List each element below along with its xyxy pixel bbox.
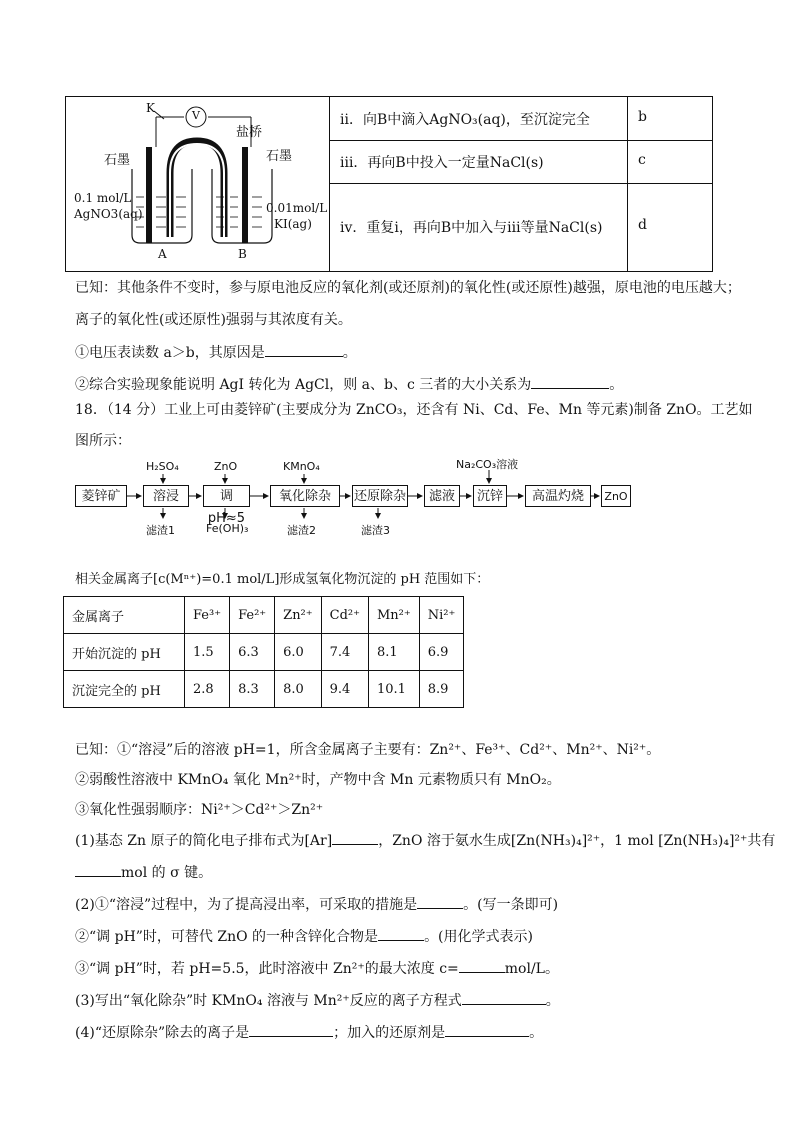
right-solution-conc: 0.01mol/L xyxy=(266,201,328,215)
subquestion-2-1-end: 。(写一条即可) xyxy=(463,897,559,913)
subquestion-4 xyxy=(75,1022,543,1043)
subquestion-2-1-text: (2)①“溶浸”过程中，为了提高浸出率，可采取的措施是 xyxy=(75,897,418,913)
flow-box-leach: 溶浸 xyxy=(143,485,189,507)
subquestion-4-text-a: (4)“还原除杂”除去的离子是 xyxy=(75,1025,250,1041)
salt-bridge-label: 盐桥 xyxy=(236,125,263,140)
experiment-table xyxy=(65,96,713,272)
voltmeter-label: V xyxy=(192,109,200,122)
table-header-cell: Cd²⁺ xyxy=(321,597,368,634)
table-header-cell: Fe²⁺ xyxy=(230,597,275,634)
subquestion-2-3 xyxy=(75,958,559,979)
table-cell: 8.1 xyxy=(368,634,419,671)
known-line-2: 离子的氧化性(或还原性)强弱与其浓度有关。 xyxy=(75,312,352,328)
known2-line-3: ③氧化性强弱顺序：Ni²⁺＞Cd²⁺＞Zn²⁺ xyxy=(75,802,324,818)
answer-blank-3[interactable] xyxy=(332,830,378,845)
table-cell: 9.4 xyxy=(321,671,368,708)
flow-input-kmno4: KMnO₄ xyxy=(283,460,320,473)
flow-box-adjust-ph: 调pH≈5 xyxy=(203,485,250,507)
table-header-row xyxy=(64,597,464,634)
table-cell: 8.3 xyxy=(230,671,275,708)
subquestion-2-3-end: mol/L。 xyxy=(504,961,559,977)
question-18-line-1: 18．（14 分）工业上可由菱锌矿(主要成分为 ZnCO₃，还含有 Ni、Cd、Fe、Mn 等元素)制备 ZnO。工艺如 xyxy=(75,402,753,418)
answer-blank-8[interactable] xyxy=(462,990,546,1005)
answer-blank-2[interactable] xyxy=(531,374,609,389)
table-cell: 6.3 xyxy=(230,634,275,671)
subquestion-2-3-text: ③“调 pH”时，若 pH=5.5，此时溶液中 Zn²⁺的最大浓度 c= xyxy=(75,961,459,977)
flow-output-fe-oh3: Fe(OH)₃ xyxy=(206,522,249,535)
subquestion-3-end: 。 xyxy=(545,993,560,1009)
table-row xyxy=(64,634,464,671)
subquestion-2-2-text: ②“调 pH”时，可替代 ZnO 的一种含锌化合物是 xyxy=(75,929,379,945)
question-compare-text: ②综合实验现象能说明 AgI 转化为 AgCl，则 a、b、c 三者的大小关系为 xyxy=(75,377,532,393)
result-b: b xyxy=(638,109,647,125)
salt-bridge xyxy=(170,141,224,237)
question-voltage xyxy=(75,342,357,363)
table-cell: 1.5 xyxy=(185,634,230,671)
table-cell: 6.0 xyxy=(275,634,321,671)
flow-box-calcine: 高温灼烧 xyxy=(525,485,591,507)
beaker-a xyxy=(132,169,192,243)
answer-blank-4[interactable] xyxy=(75,862,121,877)
subquestion-3-text: (3)写出“氧化除杂”时 KMnO₄ 溶液与 Mn²⁺反应的离子方程式 xyxy=(75,993,462,1009)
known2-line-2: ②弱酸性溶液中 KMnO₄ 氧化 Mn²⁺时，产物中含 Mn 元素物质只有 MnO₂。 xyxy=(75,772,561,788)
question-voltage-end: 。 xyxy=(342,345,357,361)
table-row xyxy=(64,671,464,708)
subquestion-1-text-b: ，ZnO 溶于氨水生成[Zn(NH₃)₄]²⁺，1 mol [Zn(NH₃)₄]²⁺共有 xyxy=(378,833,776,849)
flow-box-precipitate-zinc: 沉锌 xyxy=(473,485,507,507)
right-electrode xyxy=(242,147,248,243)
question-voltage-text: ①电压表读数 a＞b，其原因是 xyxy=(75,345,265,361)
result-c: c xyxy=(638,152,646,168)
subquestion-4-text-b: ；加入的还原剂是 xyxy=(333,1025,446,1041)
answer-blank-1[interactable] xyxy=(265,342,343,357)
step-row-iv: ⅳ．重复ⅰ，再向B中加入与ⅲ等量NaCl(s) xyxy=(340,220,603,236)
step-row-iii: ⅲ．再向B中投入一定量NaCl(s) xyxy=(340,155,544,171)
question-18-line-2: 图所示： xyxy=(75,433,131,449)
flow-box-oxidize: 氧化除杂 xyxy=(270,485,340,507)
table-cell: 2.8 xyxy=(185,671,230,708)
table-header-cell: Mn²⁺ xyxy=(368,597,419,634)
table-header-cell: Ni²⁺ xyxy=(419,597,464,634)
beaker-b-label: B xyxy=(238,247,247,261)
answer-blank-5[interactable] xyxy=(417,894,463,909)
left-electrode-label: 石墨 xyxy=(104,153,131,168)
table-cell: 开始沉淀的 pH xyxy=(64,634,185,671)
table-header-cell: Zn²⁺ xyxy=(275,597,321,634)
flow-box-ore: 菱锌矿 xyxy=(75,485,127,507)
subquestion-2-2 xyxy=(75,926,533,947)
answer-blank-10[interactable] xyxy=(445,1022,529,1037)
flow-output-residue-2: 滤渣2 xyxy=(287,524,316,537)
flow-input-na2co3: Na₂CO₃溶液 xyxy=(456,458,519,471)
left-solution-name: AgNO3(aq) xyxy=(74,207,143,221)
flow-input-zno: ZnO xyxy=(214,460,238,473)
question-compare xyxy=(75,374,623,395)
table-cell: 8.0 xyxy=(275,671,321,708)
flow-box-filtrate: 滤液 xyxy=(424,485,460,507)
table-cell: 沉淀完全的 pH xyxy=(64,671,185,708)
known-line-1: 已知：其他条件不变时，参与原电池反应的氧化剂(或还原剂)的氧化性(或还原性)越强，原电池的电压越大； xyxy=(75,280,741,296)
question-compare-end: 。 xyxy=(609,377,624,393)
result-d: d xyxy=(638,217,647,233)
table-cell: 8.9 xyxy=(419,671,464,708)
table-cell: 10.1 xyxy=(368,671,419,708)
subquestion-1-text-a: (1)基态 Zn 原子的简化电子排布式为[Ar] xyxy=(75,833,333,849)
flow-output-residue-3: 滤渣3 xyxy=(361,524,390,537)
table-header-cell: 金属离子 xyxy=(64,597,185,634)
beaker-a-label: A xyxy=(158,247,167,261)
answer-blank-7[interactable] xyxy=(459,958,505,973)
right-solution-name: KI(ag) xyxy=(274,217,312,231)
left-solution-conc: 0.1 mol/L xyxy=(74,191,132,205)
table-cell: 7.4 xyxy=(321,634,368,671)
subquestion-4-end: 。 xyxy=(529,1025,544,1041)
subquestion-1 xyxy=(75,830,775,851)
table-header-cell: Fe³⁺ xyxy=(185,597,230,634)
subquestion-1-cont xyxy=(75,862,212,883)
ion-table-intro: 相关金属离子[c(Mⁿ⁺)=0.1 mol/L]形成氢氧化物沉淀的 pH 范围如下： xyxy=(75,572,490,587)
right-electrode-label: 石墨 xyxy=(266,149,293,164)
flow-box-reduce: 还原除杂 xyxy=(352,485,408,507)
galvanic-cell-diagram xyxy=(66,97,328,271)
process-flow-diagram xyxy=(0,450,800,550)
left-electrode xyxy=(146,147,152,243)
known2-line-1: 已知：①“溶浸”后的溶液 pH=1，所含金属离子主要有：Zn²⁺、Fe³⁺、Cd²⁺、Mn²⁺、Ni²⁺。 xyxy=(75,742,661,758)
subquestion-2-1 xyxy=(75,894,558,915)
answer-blank-9[interactable] xyxy=(249,1022,333,1037)
step-row-ii: ⅱ．向B中滴入AgNO₃(aq)，至沉淀完全 xyxy=(340,112,590,128)
subquestion-3 xyxy=(75,990,560,1011)
table-cell: 6.9 xyxy=(419,634,464,671)
flow-box-zno: ZnO xyxy=(601,485,631,507)
subquestion-1-text-c: mol 的 σ 键。 xyxy=(121,865,213,881)
switch-label: K xyxy=(146,101,155,115)
answer-blank-6[interactable] xyxy=(378,926,424,941)
subquestion-2-2-end: 。(用化学式表示) xyxy=(424,929,533,945)
flow-input-h2so4: H₂SO₄ xyxy=(146,460,179,473)
precipitation-ph-table xyxy=(63,596,464,708)
flow-output-residue-1: 滤渣1 xyxy=(146,524,175,537)
